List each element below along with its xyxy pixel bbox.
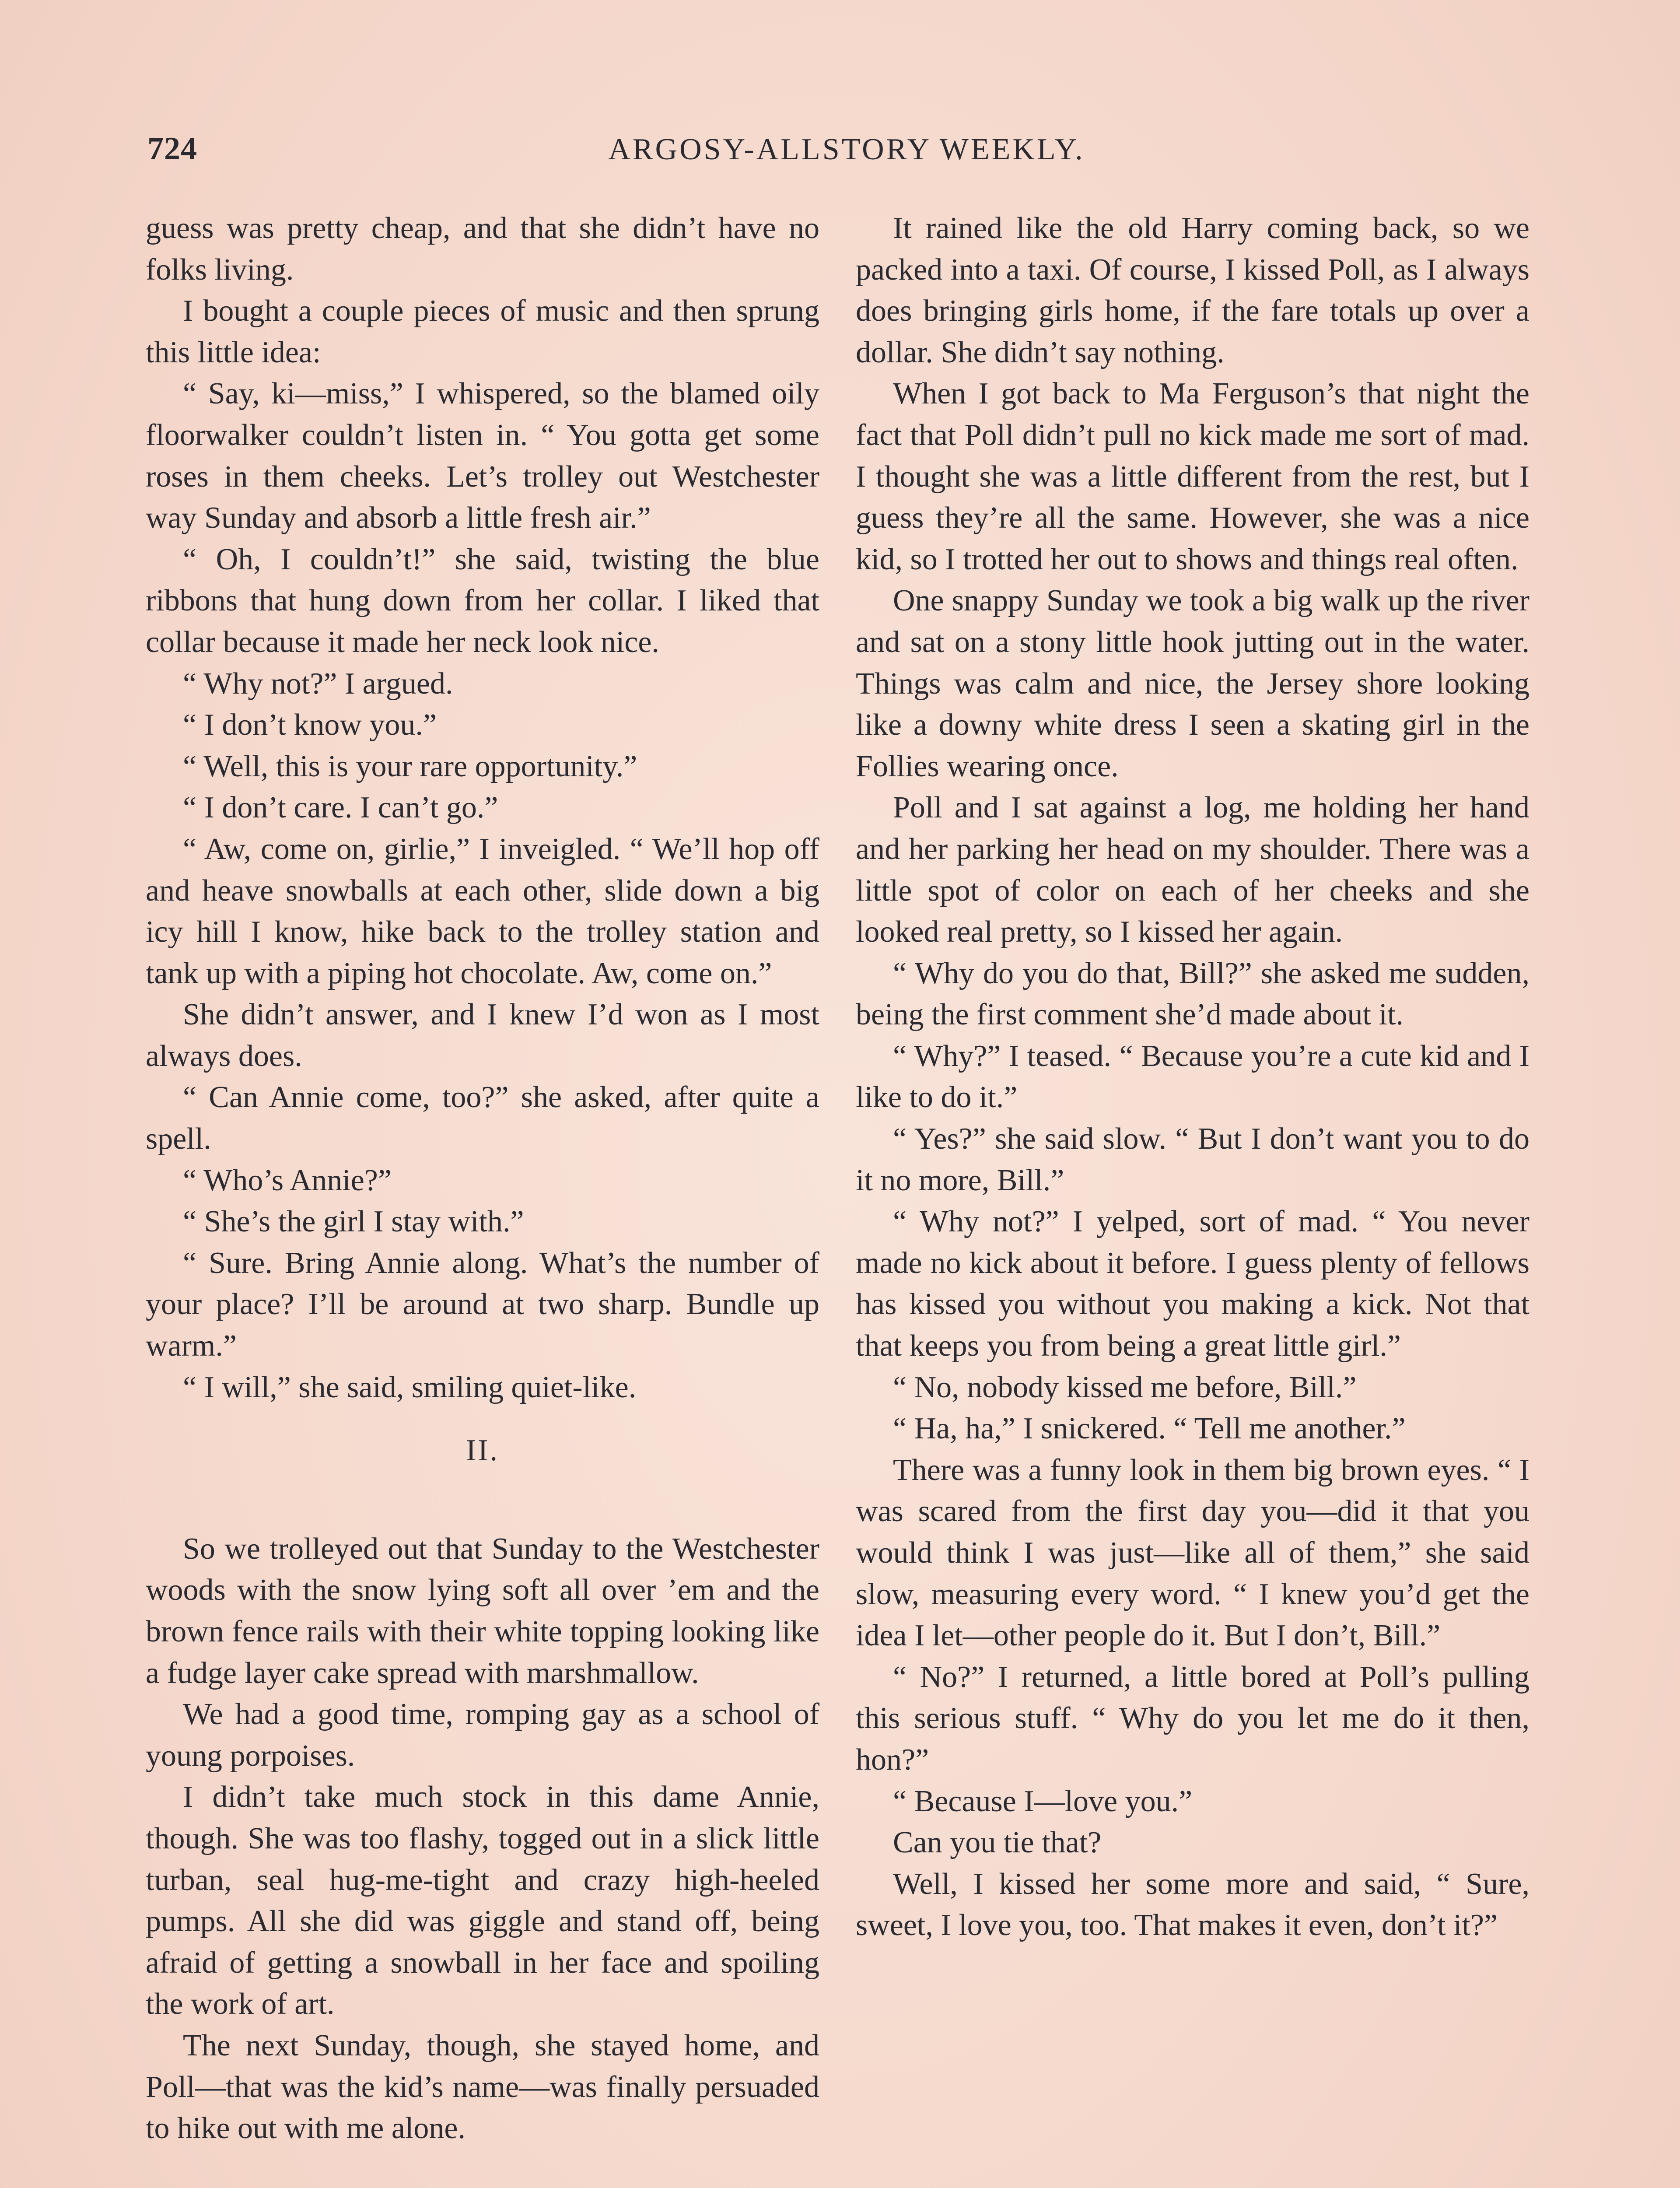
left-column xyxy=(146,208,819,2149)
paragraph: “ Why do you do that, Bill?” she asked me sudden, being the first comment she’d made about it. xyxy=(856,956,1530,1032)
paragraph: There was a funny look in them big brown eyes. “ I was scared from the first day you—did it that you would think I was just—like all of them,” she said slow, measuring every word. “ I knew you’d get the idea I let—other people do it. But I don’t, Bill.” xyxy=(856,1453,1530,1653)
section-heading: II. xyxy=(466,1434,500,1468)
paragraph: “ Can Annie come, too?” she asked, after quite a spell. xyxy=(146,1080,819,1156)
paragraph: “ She’s the girl I stay with.” xyxy=(183,1205,524,1239)
paragraph: “ Ha, ha,” I snickered. “ Tell me another.” xyxy=(893,1412,1406,1446)
paragraph: “ Say, ki—miss,” I whispered, so the blamed oily floorwalker couldn’t listen in. “ You gotta get some roses in them cheeks. Let’s trolley out Westchester way Sunday and absorb a little fresh air.” xyxy=(146,377,819,535)
paragraph: “ No, nobody kissed me before, Bill.” xyxy=(893,1370,1357,1404)
paragraph: “ Why not?” I argued. xyxy=(183,666,453,701)
paragraph: guess was pretty cheap, and that she didn’t have no folks living. xyxy=(146,211,819,287)
paragraph: “ Well, this is your rare opportunity.” xyxy=(183,749,637,783)
paragraph: Can you tie that? xyxy=(893,1826,1102,1860)
paragraph: So we trolleyed out that Sunday to the Westchester woods with the snow lying soft all over ’em and the brown fence rails with their white topping looking like a fudge layer cake spread with marshmallow. xyxy=(146,1532,819,1690)
paragraph: “ Why?” I teased. “ Because you’re a cute kid and I like to do it.” xyxy=(856,1039,1530,1115)
paragraph: “ Aw, come on, girlie,” I inveigled. “ We’ll hop off and heave snowballs at each other, slide down a big icy hill I know, hike back to the trolley station and tank up with a piping hot chocolate. Aw, come on.” xyxy=(146,832,819,990)
paragraph: “ I don’t know you.” xyxy=(183,708,437,742)
paragraph: “ Yes?” she said slow. “ But I don’t want you to do it no more, Bill.” xyxy=(856,1122,1530,1197)
paragraph: “ I don’t care. I can’t go.” xyxy=(183,791,498,825)
paragraph: “ Who’s Annie?” xyxy=(183,1163,392,1197)
paragraph: “ Sure. Bring Annie along. What’s the number of your place? I’ll be around at two sharp. Bundle up warm.” xyxy=(146,1246,819,1363)
paragraph: It rained like the old Harry coming back, so we packed into a taxi. Of course, I kissed Poll, as I always does bringing girls home, if the fare totals up over a dollar. She didn’t say nothing. xyxy=(856,211,1530,369)
paragraph: “ I will,” she said, smiling quiet-like. xyxy=(183,1370,637,1404)
paragraph: I bought a couple pieces of music and then sprung this little idea: xyxy=(146,294,819,369)
paragraph: Well, I kissed her some more and said, “ Sure, sweet, I love you, too. That makes it even, don’t it?” xyxy=(856,1867,1530,1943)
paragraph: One snappy Sunday we took a big walk up the river and sat on a stony little hook jutting out in the water. Things was calm and nice, the Jersey shore looking like a downy white dress I seen a skating girl in the Follies wearing once. xyxy=(856,584,1530,783)
paragraph: “ Because I—love you.” xyxy=(893,1784,1193,1818)
right-column xyxy=(856,208,1530,1946)
paragraph: When I got back to Ma Ferguson’s that night the fact that Poll didn’t pull no kick made me sort of mad. I thought she was a little different from the rest, but I guess they’re all the same. However, she was a nice kid, so I trotted her out to shows and things real often. xyxy=(856,377,1530,576)
paragraph: “ No?” I returned, a little bored at Poll’s pulling this serious stuff. “ Why do you let me do it then, hon?” xyxy=(856,1660,1530,1777)
magazine-title: ARGOSY-ALLSTORY WEEKLY. xyxy=(608,133,1085,166)
running-head xyxy=(142,130,1551,179)
paragraph: We had a good time, romping gay as a school of young porpoises. xyxy=(146,1697,819,1773)
page-number: 724 xyxy=(147,131,197,167)
paragraph: She didn’t answer, and I knew I’d won as I most always does. xyxy=(146,998,819,1073)
paragraph: I didn’t take much stock in this dame Annie, though. She was too flashy, togged out in a slick little turban, seal hug-me-tight and crazy high-heeled pumps. All she did was giggle and stand off, being afraid of getting a snowball in her face and spoiling the work of art. xyxy=(146,1780,819,2021)
paragraph: “ Oh, I couldn’t!” she said, twisting the blue ribbons that hung down from her collar. I liked that collar because it made her neck look nice. xyxy=(146,542,819,659)
paragraph: Poll and I sat against a log, me holding her hand and her parking her head on my shoulder. There was a little spot of color on each of her cheeks and she looked real pretty, so I kissed her again. xyxy=(856,791,1530,949)
paragraph: The next Sunday, though, she stayed home, and Poll—that was the kid’s name—was finally persuaded to hike out with me alone. xyxy=(146,2028,819,2146)
paragraph: “ Why not?” I yelped, sort of mad. “ You never made no kick about it before. I guess plenty of fellows has kissed you without you making a kick. Not that that keeps you from being a great little girl.” xyxy=(856,1205,1530,1363)
